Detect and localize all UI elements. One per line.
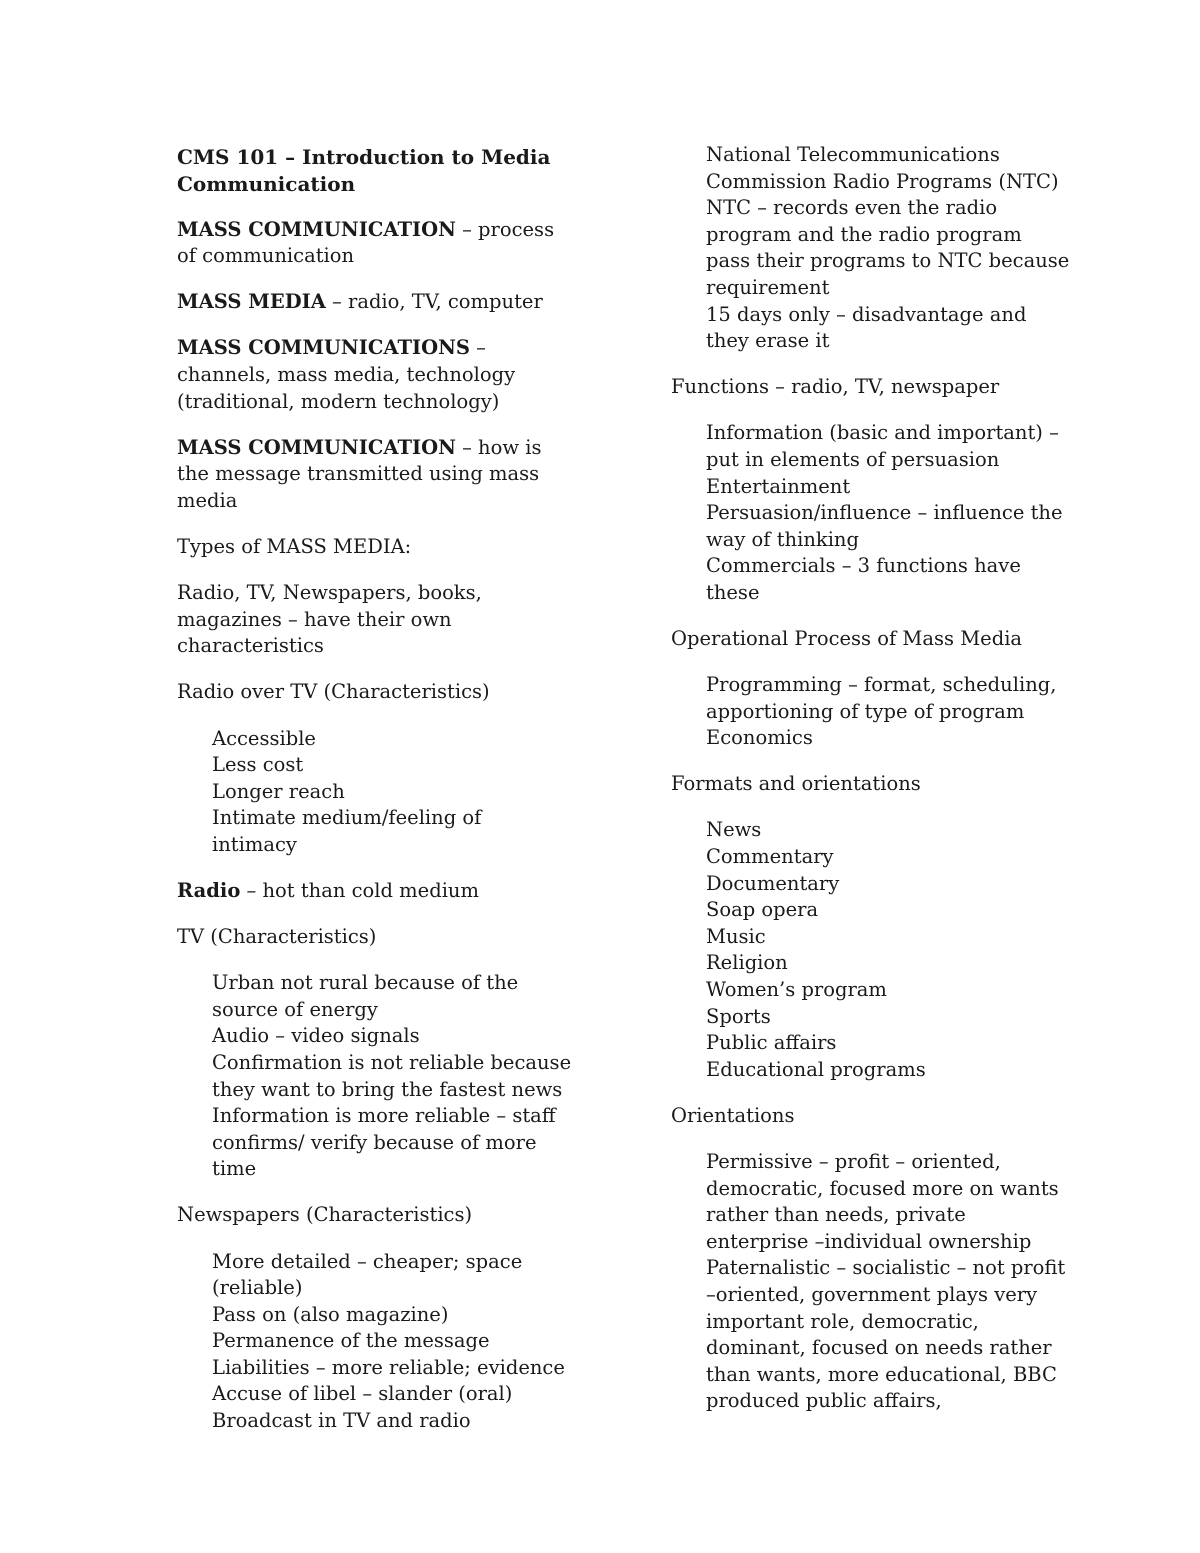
operational-list [706,672,1071,752]
list-item: Permanence of the message [212,1329,490,1353]
list-item: Economics [706,726,813,750]
definition-mass-media [177,289,572,316]
list-item: Pass on (also magazine) [212,1302,449,1326]
list-item: More detailed – cheaper; space (reliable) [212,1249,523,1300]
definition-mass-communications [177,335,572,415]
functions-heading: Functions – radio, TV, newspaper [671,375,1000,399]
definition-term: MASS COMMUNICATIONS [177,336,470,360]
list-item: Persuasion/influence – influence the way of thinking [706,501,1063,551]
types-heading: Types of MASS MEDIA: [177,535,412,559]
radio-medium-line [177,878,572,905]
right-column [671,142,1071,1434]
list-item: 15 days only – disadvantage and they erase it [706,302,1027,353]
left-column [177,144,572,1454]
list-item: Documentary [706,871,840,895]
list-item: Confirmation is not reliable because they want to bring the fastest news [212,1050,572,1101]
list-item: Public affairs [706,1031,837,1055]
list-item: Commercials – 3 functions have these [706,554,1021,604]
radio-heading: Radio over TV (Characteristics) [177,680,490,704]
list-item: Soap opera [706,898,819,922]
list-item: Longer reach [212,779,345,803]
radio-characteristics-list [212,726,572,859]
list-item: Accessible [212,726,316,750]
operational-heading: Operational Process of Mass Media [671,627,1023,650]
tv-heading: TV (Characteristics) [177,925,377,949]
list-item: Entertainment [706,474,851,498]
list-item: Less cost [212,753,304,777]
definition-mass-communication [177,217,572,270]
list-item: Broadcast in TV and radio [212,1409,471,1433]
definition-text: – channels, mass media, technology (traditional, modern technology) [177,336,516,413]
list-item: Music [706,924,766,948]
newspapers-characteristics-list [212,1249,572,1435]
newspapers-heading: Newspapers (Characteristics) [177,1203,473,1227]
list-item: Liabilities – more reliable; evidence [212,1355,565,1379]
list-item: Information is more reliable – staff confirms/ verify because of more time [212,1104,556,1181]
orientations-heading: Orientations [671,1103,795,1127]
list-item: Programming – format, scheduling, apportioning of type of program [706,673,1057,723]
functions-list [706,420,1071,606]
types-paragraph: Radio, TV, Newspapers, books, magazines – have their own characteristics [177,581,482,658]
radio-desc: – hot than cold medium [240,878,479,902]
list-item: Educational programs [706,1057,926,1081]
list-item: Commentary [706,845,834,869]
ntc-list [706,142,1071,355]
definition-term: MASS COMMUNICATION [177,217,456,241]
list-item: Women’s program [706,978,887,1002]
definition-text: – radio, TV, computer [325,290,543,314]
list-item: Urban not rural because of the source of energy [212,971,519,1021]
list-item: Paternalistic – socialistic – not profit –oriented, government plays very important role, democratic, dominant, focused on needs rather than wants, more educational, BBC produced public affairs, [706,1256,1066,1413]
document-title: CMS 101 – Introduction to Media Communication [177,145,551,196]
orientations-list [706,1149,1071,1415]
list-item: Religion [706,951,788,975]
list-item: Accuse of libel – slander (oral) [212,1382,513,1406]
definition-mass-communication-2 [177,435,572,515]
definition-text: – process of communication [177,217,555,268]
list-item: Permissive – profit – oriented, democratic, focused more on wants rather than needs, private enterprise –individual ownership [706,1150,1059,1253]
tv-characteristics-list [212,970,572,1183]
list-item: Information (basic and important) – put in elements of persuasion [706,421,1059,471]
list-item: News [706,818,762,842]
list-item: Sports [706,1004,771,1028]
list-item: Intimate medium/feeling of intimacy [212,806,482,856]
radio-term: Radio [177,878,241,902]
definition-term: MASS MEDIA [177,290,326,314]
list-item: National Telecommunications Commission Radio Programs (NTC) [706,143,1059,193]
list-item: NTC – records even the radio program and the radio program pass their programs to NTC because requirement [706,196,1070,299]
formats-list [706,817,1071,1083]
list-item: Audio – video signals [212,1024,420,1048]
formats-heading: Formats and orientations [671,772,921,796]
definition-text: – how is the message transmitted using mass media [177,435,542,512]
definition-term: MASS COMMUNICATION [177,435,456,459]
